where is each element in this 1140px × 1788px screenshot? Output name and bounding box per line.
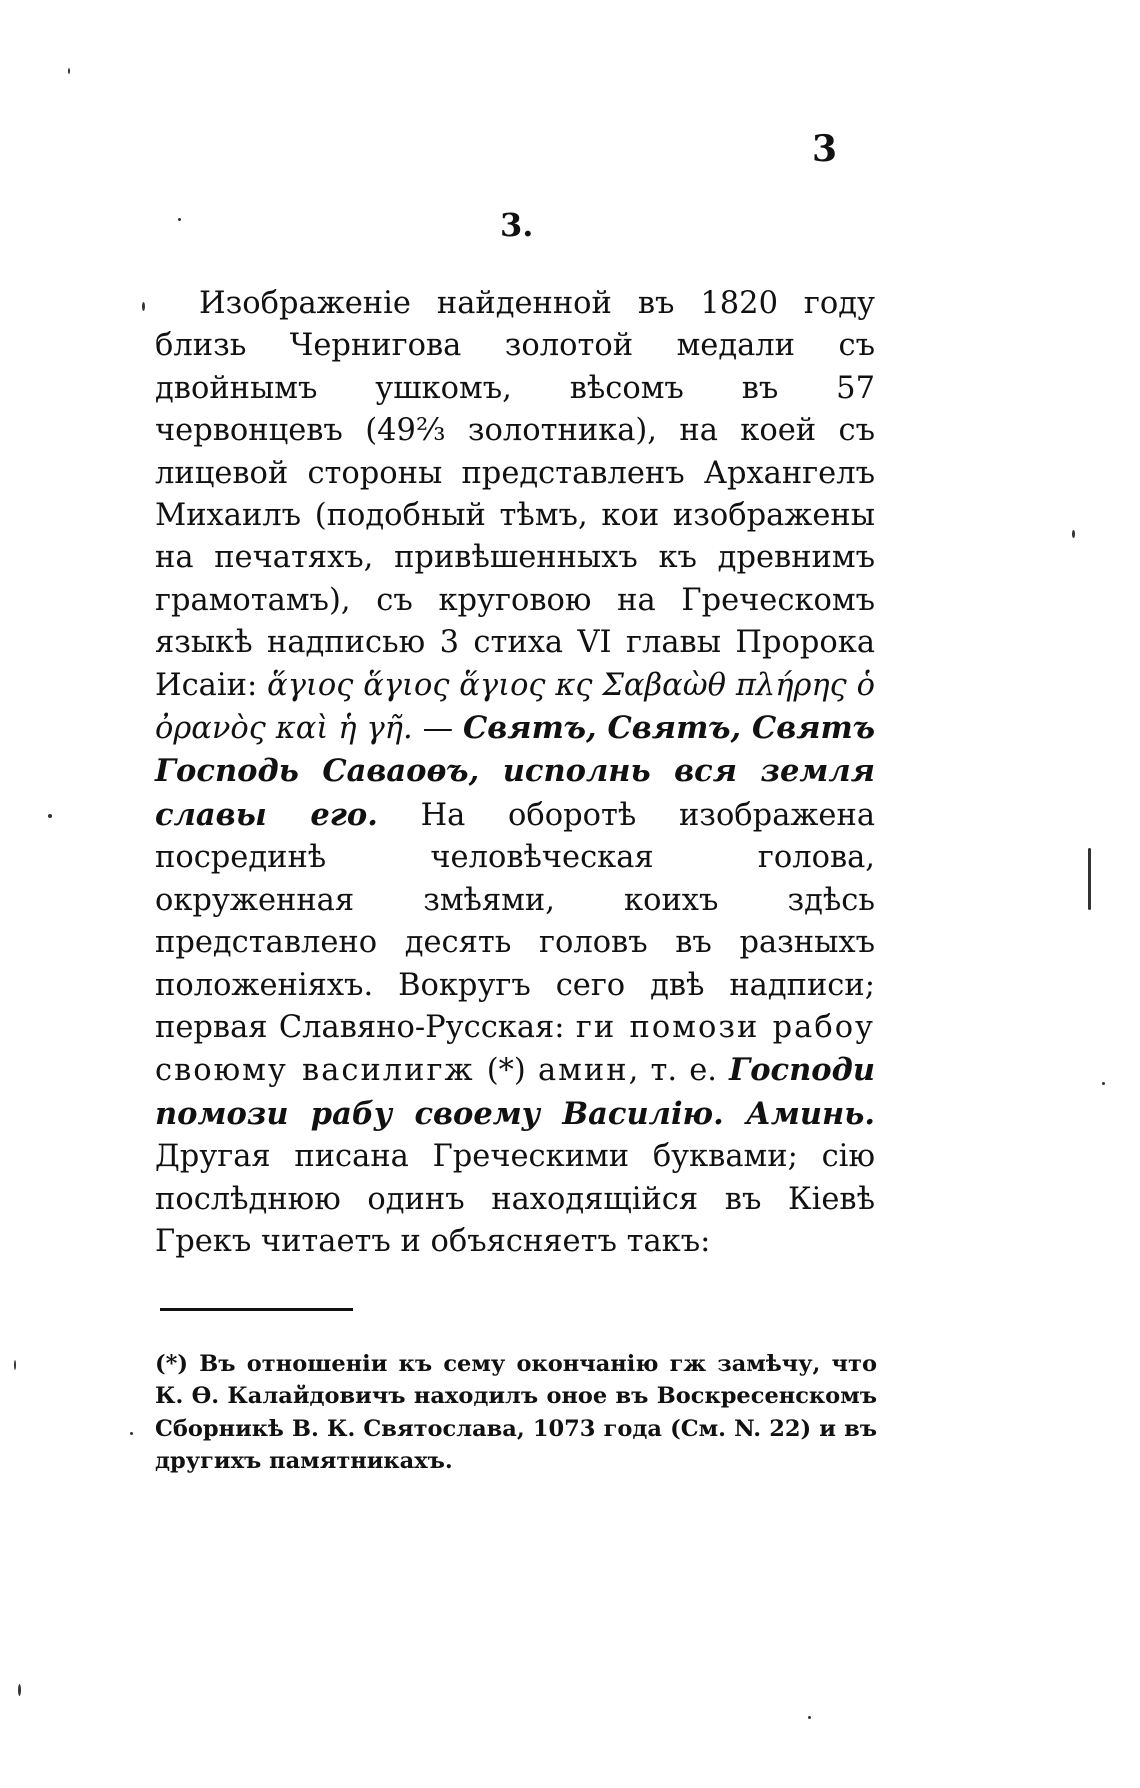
footnote-separator-rule bbox=[160, 1308, 353, 1311]
paragraph-text: Изображеніе найденной въ 1820 году близь Чернигова золотой медали съ двойнымъ ушкомъ, вѣсомъ въ 57 червонцевъ (49⅔ золотника), на коей съ лицевой стороны представленъ Архангелъ Михаилъ (подобный тѣмъ, кои изображены на печатяхъ, привѣшенныхъ къ древнимъ грамотамъ), съ круговою на Греческомъ языкѣ надписью 3 стиха VI главы Пророка Исаіи: bbox=[155, 286, 875, 703]
footnote-marker: (*) bbox=[155, 1351, 189, 1377]
scan-speck bbox=[178, 218, 181, 221]
footnote-reference: (*) bbox=[474, 1053, 538, 1089]
paragraph-text: — bbox=[422, 711, 463, 747]
scan-speck bbox=[1102, 1082, 1105, 1085]
greek-inscription: ἅγιος ἅγιος ἅγιος κς Σαβαὼθ πλήρης ὁ ὀρανὸς καὶ ἡ γῆ. bbox=[155, 667, 875, 747]
scan-speck bbox=[1072, 530, 1075, 538]
scan-speck bbox=[130, 1432, 133, 1435]
scan-speck bbox=[48, 814, 52, 818]
scan-speck bbox=[142, 302, 145, 311]
section-number: 3. bbox=[500, 206, 534, 244]
footnote bbox=[155, 1348, 877, 1478]
scan-speck bbox=[1088, 848, 1091, 910]
scan-speck bbox=[808, 1716, 811, 1719]
page-number: 3 bbox=[812, 128, 838, 170]
slavonic-inscription: ги помози рабоу своюму василигж bbox=[155, 1009, 875, 1089]
main-paragraph bbox=[155, 283, 875, 1263]
scan-speck bbox=[18, 1684, 21, 1696]
paragraph-text: , т. е. bbox=[628, 1053, 730, 1089]
paragraph-text: Другая писана Греческими буквами; сію послѣднюю одинъ находящійся въ Кіевѣ Грекъ читаетъ и объясняетъ такъ: bbox=[155, 1139, 875, 1259]
italic-translation: Святъ, Святъ, Святъ Господь Саваоѳъ, исполнь вся земля славы его. bbox=[155, 710, 875, 833]
footnote-text: Въ отношеніи къ сему окончанію гж замѣчу, что К. Ѳ. Калайдовичъ находилъ оное въ Воскресенскомъ Сборникѣ В. К. Святослава, 1073 года (См. N. 22) и въ другихъ памятникахъ. bbox=[155, 1351, 877, 1475]
italic-translation: Господи помози рабу своему Василію. Аминь. bbox=[155, 1052, 876, 1132]
paragraph-text: На оборотѣ изображена посрединѣ человѣческая голова, окруженная змѣями, коихъ здѣсь представлено десять головъ въ разныхъ положеніяхъ. Вокругъ сего двѣ надписи; первая Славяно-Русская: bbox=[155, 797, 875, 1045]
scan-speck bbox=[68, 68, 70, 74]
scan-speck bbox=[14, 1360, 16, 1370]
slavonic-inscription-end: амин bbox=[537, 1053, 629, 1089]
